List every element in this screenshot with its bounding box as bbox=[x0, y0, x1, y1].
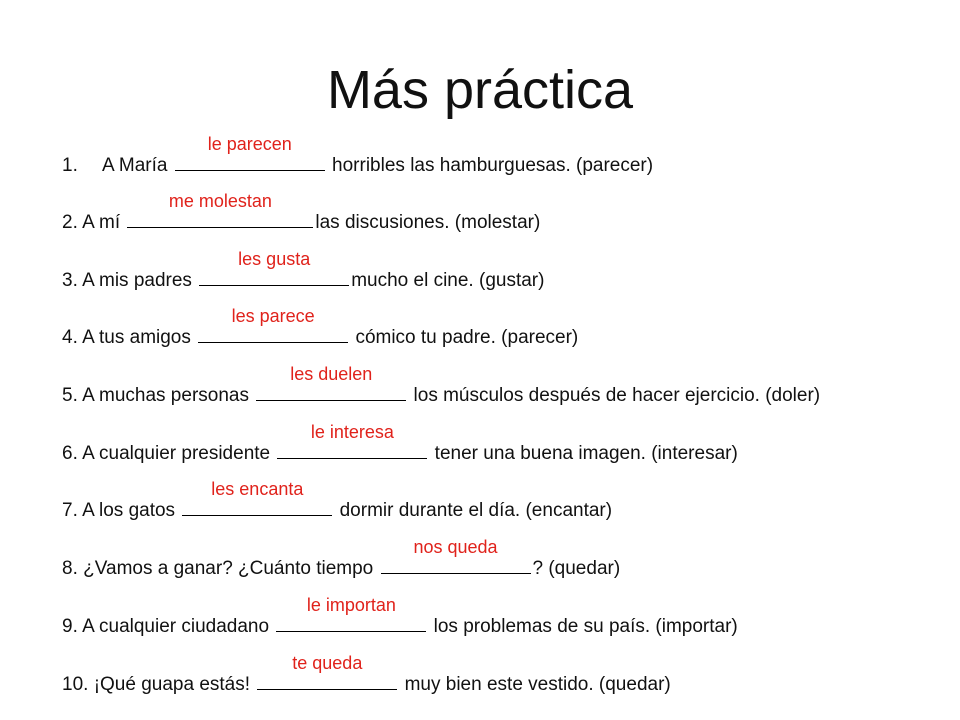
answer-text: te queda bbox=[292, 653, 363, 673]
answer-text: les duelen bbox=[290, 364, 373, 384]
answer-blank bbox=[175, 134, 325, 171]
item-prefix: A los gatos bbox=[82, 500, 176, 521]
exercise-item bbox=[62, 595, 738, 639]
answer-blank bbox=[381, 537, 531, 574]
item-prefix: A cualquier ciudadano bbox=[82, 616, 270, 637]
item-suffix: mucho el cine. (gustar) bbox=[351, 270, 545, 291]
item-prefix: A cualquier presidente bbox=[82, 443, 271, 464]
answer-text: le interesa bbox=[310, 422, 394, 442]
answer-blank bbox=[198, 306, 348, 343]
exercise-item bbox=[62, 653, 671, 697]
item-number: 4. bbox=[62, 327, 78, 348]
answer-text: le parecen bbox=[207, 134, 292, 154]
item-number: 6. bbox=[62, 443, 78, 464]
item-number: 3. bbox=[62, 270, 78, 291]
exercise-item bbox=[62, 479, 613, 523]
item-prefix: A mis padres bbox=[82, 270, 192, 291]
exercise-item bbox=[62, 134, 654, 178]
exercise-item bbox=[62, 364, 821, 408]
answer-text: le importan bbox=[306, 595, 396, 615]
item-suffix: los problemas de su país. (importar) bbox=[433, 616, 738, 637]
answer-blank bbox=[199, 249, 349, 286]
item-suffix: las discusiones. (molestar) bbox=[315, 212, 541, 233]
item-number: 5. bbox=[62, 385, 78, 406]
item-suffix: los músculos después de hacer ejercicio. (doler) bbox=[413, 385, 821, 406]
item-prefix: A María bbox=[102, 155, 168, 176]
answer-blank bbox=[277, 422, 427, 459]
answer-text: les gusta bbox=[238, 249, 311, 269]
item-number: 7. bbox=[62, 500, 78, 521]
item-prefix: A mí bbox=[82, 212, 121, 233]
exercise-item bbox=[62, 191, 541, 235]
item-number: 9. bbox=[62, 616, 78, 637]
item-prefix: ¿Vamos a ganar? ¿Cuánto tiempo bbox=[83, 558, 374, 579]
item-suffix: ? (quedar) bbox=[532, 558, 621, 579]
item-suffix: tener una buena imagen. (interesar) bbox=[434, 443, 738, 464]
answer-blank bbox=[256, 364, 406, 401]
answer-blank bbox=[182, 479, 332, 516]
item-suffix: horribles las hamburguesas. (parecer) bbox=[332, 155, 654, 176]
item-prefix: A tus amigos bbox=[82, 327, 191, 348]
answer-text: nos queda bbox=[413, 537, 498, 557]
page-title: Más práctica bbox=[326, 60, 634, 120]
item-suffix: muy bien este vestido. (quedar) bbox=[404, 674, 671, 695]
item-number: 1. bbox=[62, 155, 78, 176]
answer-blank bbox=[276, 595, 426, 632]
exercise-item bbox=[62, 306, 579, 350]
item-suffix: dormir durante el día. (encantar) bbox=[339, 500, 613, 521]
exercise-item bbox=[62, 537, 621, 581]
item-number: 2. bbox=[62, 212, 78, 233]
exercise-item bbox=[62, 249, 545, 293]
item-suffix: cómico tu padre. (parecer) bbox=[355, 327, 579, 348]
answer-blank bbox=[257, 653, 397, 690]
item-number: 8. bbox=[62, 558, 78, 579]
item-prefix: ¡Qué guapa estás! bbox=[93, 674, 251, 695]
answer-blank bbox=[127, 191, 313, 228]
answer-text: les encanta bbox=[211, 479, 304, 499]
item-number: 10. bbox=[62, 674, 89, 695]
item-prefix: A muchas personas bbox=[82, 385, 249, 406]
exercise-item bbox=[62, 422, 738, 466]
answer-text: les parece bbox=[231, 306, 315, 326]
answer-text: me molestan bbox=[168, 191, 272, 211]
